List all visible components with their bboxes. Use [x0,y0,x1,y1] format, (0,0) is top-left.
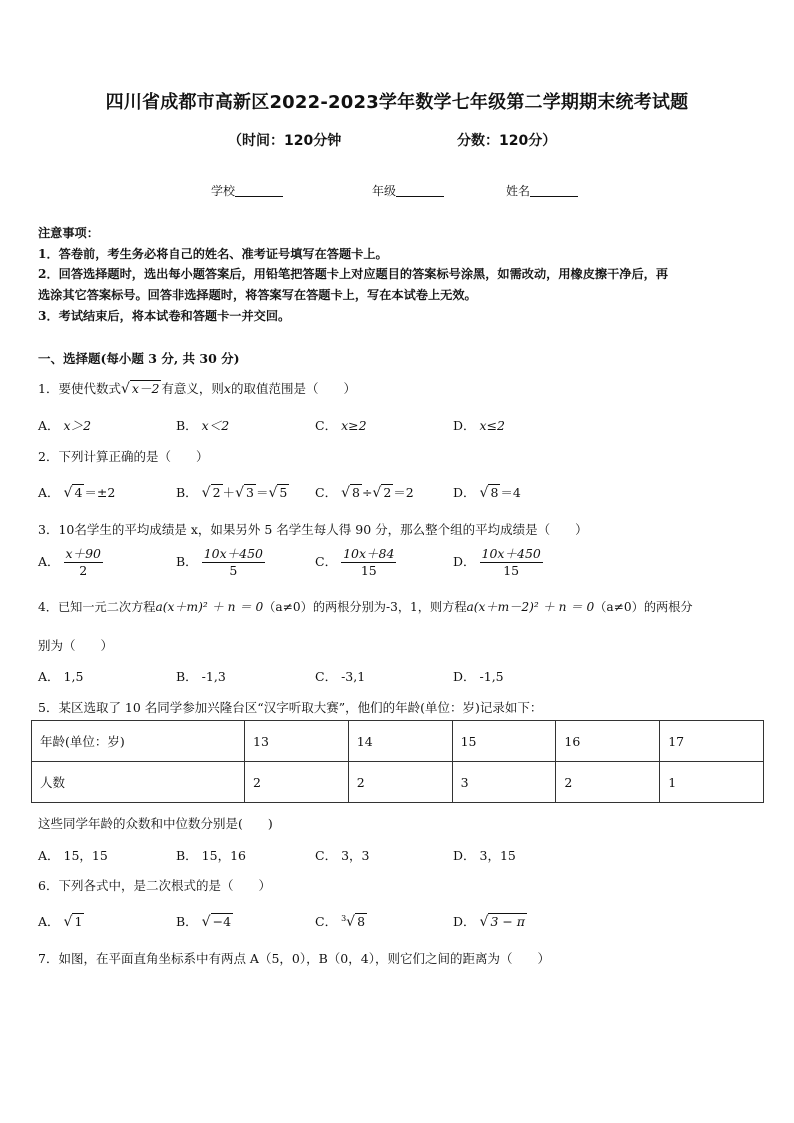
table-cell: 14 [348,721,452,762]
question-7: 7．如图，在平面直角坐标系中有两点 A（5，0），B（0，4），则它们之间的距离为（ ） [38,951,550,966]
age-table [31,720,764,803]
table-row [32,721,764,762]
q5-option-c[interactable]: C． 3，3 [315,848,370,863]
school-label: 学校 [211,184,236,198]
score-info: 分数：120分） [457,133,557,149]
q2-option-b[interactable]: B． √ 2 ＋√ 3 ＝√ 5 [176,485,288,501]
school-field [211,182,283,199]
table-cell: 2 [348,762,452,803]
notes-item-2-cont: 选涂其它答案标号。回答非选择题时，将答案写在答题卡上，写在本试卷上无效。 [38,288,477,302]
q5-option-d[interactable]: D． 3，15 [453,848,516,863]
table-cell: 13 [245,721,349,762]
q6-option-d[interactable]: D． √ 3 − π [453,914,526,930]
q4-option-b[interactable]: B． -1,3 [176,669,226,684]
notes-item-3: 3．考试结束后，将本试卷和答题卡一并交回。 [38,309,291,323]
question-2: 2．下列计算正确的是（ ） [38,449,209,464]
question-6: 6．下列各式中，是二次根式的是（ ） [38,878,271,893]
question-3: 3．10名学生的平均成绩是 x，如果另外 5 名学生每人得 90 分，那么整个组的平均成绩是（ ） [38,522,588,537]
q3-option-b[interactable]: B． $\frac{10x+450}{5}$ [176,546,264,578]
name-label: 姓名 [506,184,531,198]
q1-option-a[interactable]: A． x＞2 [38,418,92,433]
q6-option-a[interactable]: A． √ 1 [38,914,83,930]
q4-option-a[interactable]: A． 1,5 [38,669,84,684]
table-cell: 16 [556,721,660,762]
grade-blank [396,184,444,197]
q6-option-c[interactable]: C． $^3$√ 8 [315,913,366,930]
notes-heading: 注意事项： [38,226,99,240]
section-title: 一、选择题(每小题 3 分, 共 30 分) [38,351,240,366]
q1-option-d[interactable]: D． x≤2 [453,418,505,433]
table-cell: 15 [452,721,556,762]
table-row [32,762,764,803]
q1-option-b[interactable]: B． x＜2 [176,418,230,433]
table-cell: 2 [556,762,660,803]
q1-option-c[interactable]: C． x≥2 [315,418,367,433]
q2-option-d[interactable]: D． √ 8 ＝4 [453,485,521,501]
q3-option-d[interactable]: D． $\frac{10x+450}{15}$ [453,546,541,578]
q2-option-a[interactable]: A． √ 4 ＝±2 [38,485,116,501]
q6-option-b[interactable]: B． √ −4 [176,914,232,930]
exam-title: 四川省成都市高新区2022-2023学年数学七年级第二学期期末统考试题 [105,92,689,113]
q1-radicand: x－2 [131,381,160,396]
q3-option-a[interactable]: A． $\frac{x+90}{2}$ [38,546,101,578]
q3-option-c[interactable]: C． $\frac{10x+84}{15}$ [315,546,395,578]
name-blank [530,184,578,197]
name-field [506,182,578,199]
q4-option-d[interactable]: D． -1,5 [453,669,504,684]
question-5: 5．某区选取了 10 名同学参加兴隆台区“汉字听取大赛”，他们的年龄(单位：岁)记录如下： [38,700,543,715]
table-cell: 年龄(单位：岁) [32,721,245,762]
question-4-cont: 别为（ ） [38,638,114,653]
q4-option-c[interactable]: C． -3,1 [315,669,366,684]
school-blank [235,184,283,197]
notes-item-1: 1．答卷前，考生务必将自己的姓名、准考证号填写在答题卡上。 [38,247,388,261]
table-cell: 17 [660,721,764,762]
time-info: （时间：120分钟 [228,133,342,149]
question-4: 4．已知一元二次方程a(x＋m)² ＋ n ＝ 0（a≠0）的两根分别为-3，1，则方程a(x＋m－2)² ＋ n ＝ 0（a≠0）的两根分 [38,600,693,614]
notes-item-2: 2．回答选择题时，选出每小题答案后，用铅笔把答题卡上对应题目的答案标号涂黑，如需改动，用橡皮擦干净后，再 [38,267,669,281]
q5-option-b[interactable]: B． 15，16 [176,848,246,863]
question-1: 1．要使代数式√ x－2 有意义，则x的取值范围是（ ） [38,381,356,397]
q5-option-a[interactable]: A． 15，15 [38,848,108,863]
table-cell: 3 [452,762,556,803]
q2-option-c[interactable]: C． √ 8 ÷√ 2 ＝2 [315,485,414,501]
question-5-followup: 这些同学年龄的众数和中位数分别是( ) [38,816,273,831]
table-cell: 2 [245,762,349,803]
grade-field [372,182,444,199]
table-cell: 人数 [32,762,245,803]
table-cell: 1 [660,762,764,803]
radical-sign: √ [120,381,130,397]
grade-label: 年级 [372,184,397,198]
